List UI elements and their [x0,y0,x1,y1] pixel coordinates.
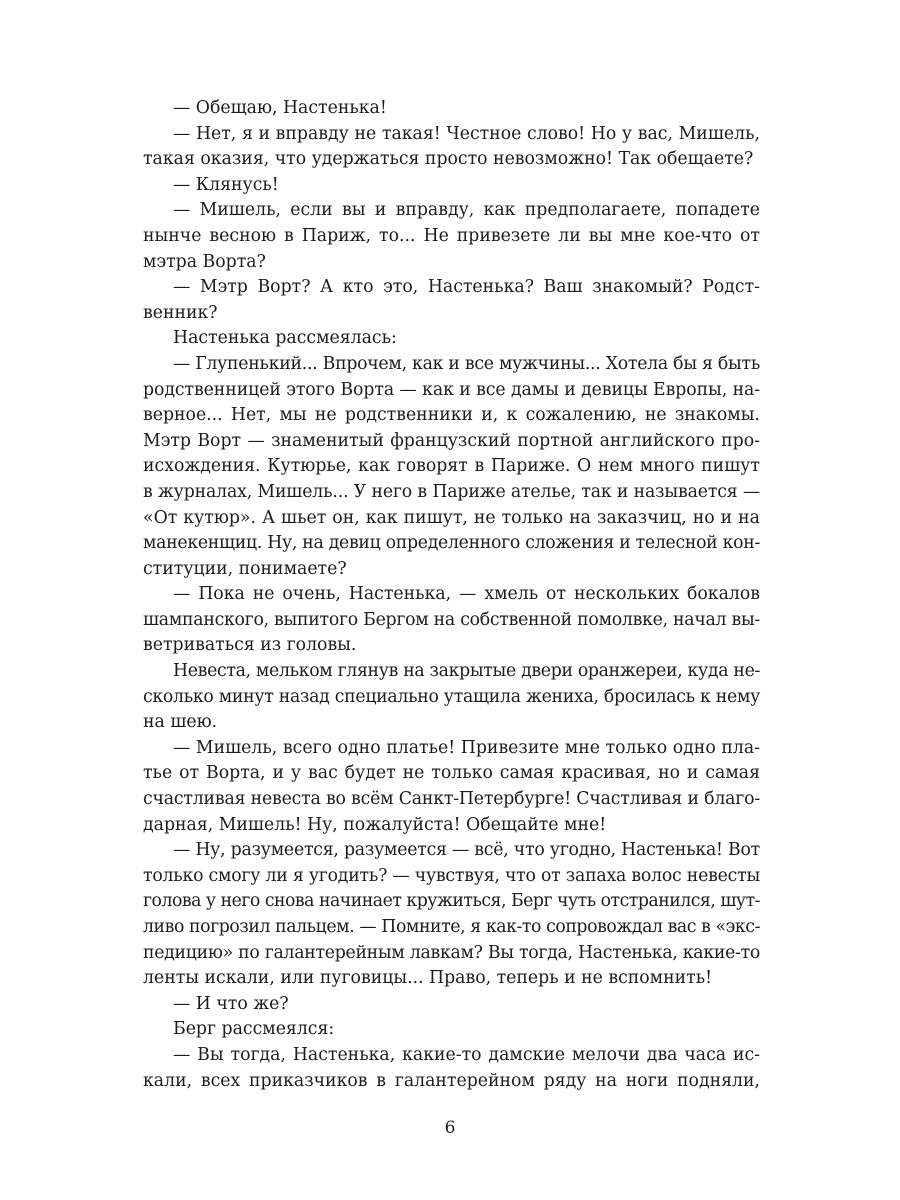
text-line: — Пока не очень, Настенька, — хмель от нескольких бокалов [173,584,760,605]
text-line: счастливая невеста во всём Санкт-Петербурге! Счастливая и благо- [143,789,761,810]
text-line: ленты искали, или пуговицы... Право, теперь и не вспомнить! [143,968,713,989]
text-line: ветриваться из головы. [143,635,357,656]
text-line: ституции, понимаете? [143,558,347,579]
text-line: тье от Ворта, и у вас будет не только самая красивая, но и самая [143,763,760,784]
page-number: 6 [444,1118,456,1138]
text-line: — Мишель, всего одно платье! Привезите мне только одно пла- [173,737,760,758]
text-line: — Глупенький... Впрочем, как и все мужчины... Хотела бы я быть [173,353,760,374]
text-line: — Мэтр Ворт? А кто это, Настенька? Ваш знакомый? Родст- [173,277,760,298]
text-line: исхождения. Кутюрье, как говорят в Париже. О нем много пишут [143,456,760,477]
text-line: голова у него снова начинает кружиться, Берг чуть отстранился, шут- [143,891,760,912]
text-line: нынче весною в Париж, то... Не привезете ли вы мне кое-что от [143,225,760,246]
text-line: — Ну, разумеется, разумеется — всё, что угодно, Настенька! Вот [173,840,761,861]
text-line: дарная, Мишель! Ну, пожалуйста! Обещайте мне! [143,814,607,835]
text-line: — Мишель, если вы и вправду, как предполагаете, попадете [173,200,760,221]
text-line: педицию» по галантерейным лавкам? Вы тогда, Настенька, какие-то [143,942,760,963]
text-line: венник? [143,302,218,323]
text-line: такая оказия, что удержаться просто невозможно! Так обещаете? [143,149,754,170]
text-line: шампанского, выпитого Бергом на собственной помолвке, начал вы- [143,609,761,630]
text-line: сколько минут назад специально утащила жениха, бросилась к нему [143,686,760,707]
text-line: манекенщиц. Ну, на девиц определенного сложения и телесной кон- [143,533,760,554]
text-line: ливо погрозил пальцем. — Помните, я как-то сопровождал вас в «экс- [143,917,760,937]
text-line: Берг рассмеялся: [173,1019,335,1040]
text-line: Мэтр Ворт — знаменитый французский портной английского про- [143,430,760,451]
text-line: мэтра Ворта? [143,251,266,272]
text-line: — Обещаю, Настенька! [173,98,387,118]
text-line: родственницей этого Ворта — как и все дамы и девицы Европы, на- [143,379,761,400]
text-line: «От кутюр». А шьет он, как пишут, не только на заказчиц, но и на [143,507,760,528]
text-line: кали, всех приказчиков в галантерейном ряду на ноги подняли, [143,1070,760,1091]
text-line: Настенька рассмеялась: [173,328,397,349]
text-line: — Клянусь! [173,174,279,195]
text-line: в журналах, Мишель... У него в Париже ателье, так и называется — [143,481,761,502]
text-line: — Нет, я и вправду не такая! Честное слово! Но у вас, Мишель, [173,123,760,144]
text-line: Невеста, мельком глянув на закрытые двери оранжереи, куда не- [173,661,760,682]
text-line: на шею. [143,712,218,733]
text-line: — И что же? [173,993,289,1014]
text-line: верное... Нет, мы не родственники и, к сожалению, не знакомы. [143,405,760,426]
text-line: — Вы тогда, Настенька, какие-то дамские мелочи два часа ис- [173,1044,760,1065]
text-line: только смогу ли я угодить? — чувствуя, что от запаха волос невесты [143,865,760,886]
body-text [143,96,760,1094]
